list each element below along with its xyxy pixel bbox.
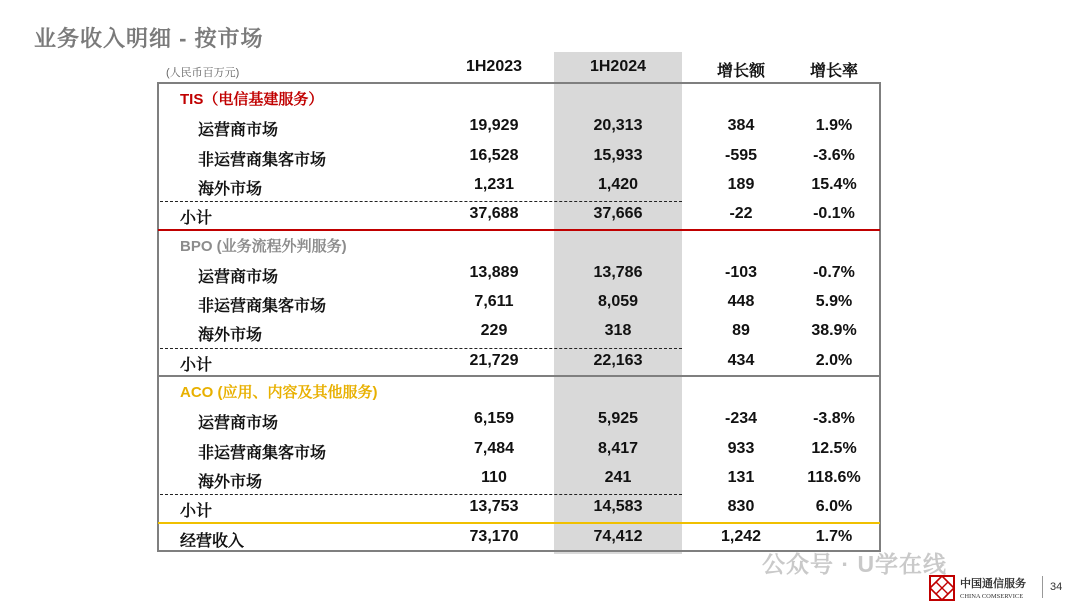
value-growth-rate: 12.5% [811, 439, 857, 457]
value-1h2023: 7,484 [473, 439, 515, 457]
value-1h2023: 7,611 [474, 293, 514, 311]
logo-cn-text: 中国通信服务 [960, 577, 1026, 590]
value-increase: 1,242 [720, 527, 762, 545]
value-1h2024: 318 [604, 322, 632, 340]
row-label: 小计 [180, 210, 213, 228]
table-row [0, 112, 1080, 141]
col-header-increase: 增长额 [716, 63, 765, 80]
table-row [0, 435, 1080, 464]
section-title: BPO (业务流程外判服务) [180, 237, 347, 255]
value-growth-rate: -0.7% [813, 263, 855, 281]
value-1h2024: 20,313 [593, 117, 643, 135]
value-growth-rate: 2.0% [815, 351, 853, 369]
value-1h2023: 1,231 [473, 175, 515, 193]
value-increase: 434 [727, 351, 755, 369]
watermark-text: 公众号 · U学在线 [762, 551, 948, 577]
value-increase: 933 [727, 439, 755, 457]
value-growth-rate: 118.6% [807, 468, 861, 486]
table-row [0, 259, 1080, 288]
value-increase: 189 [727, 175, 755, 193]
row-label: 小计 [180, 356, 213, 374]
row-label: 非运营商集客市场 [198, 151, 327, 169]
col-header-growth-rate: 增长率 [809, 63, 858, 80]
value-1h2023: 73,170 [469, 527, 519, 545]
value-1h2023: 16,528 [469, 146, 519, 164]
value-increase: -22 [729, 205, 753, 223]
value-1h2023: 13,889 [469, 263, 519, 281]
value-growth-rate: 5.9% [815, 293, 853, 311]
company-logo [928, 574, 1048, 607]
value-increase: 89 [732, 322, 750, 340]
subtotal-row [0, 493, 1080, 522]
row-label: 运营商市场 [198, 268, 279, 286]
logo-en-text: CHINA COMSERVICE [960, 593, 1024, 600]
value-growth-rate: 1.7% [815, 527, 853, 545]
value-1h2024: 15,933 [593, 146, 643, 164]
row-label: 小计 [180, 503, 213, 521]
value-growth-rate: -3.6% [813, 146, 855, 164]
col-header-1h2023: 1H2023 [465, 58, 523, 75]
page-number: 34 [1050, 581, 1063, 593]
table-row [0, 142, 1080, 171]
section-title: ACO (应用、内容及其他服务) [180, 384, 378, 401]
row-label: 运营商市场 [198, 415, 279, 433]
section-header [0, 230, 1080, 259]
table-row [0, 317, 1080, 346]
value-1h2023: 37,688 [469, 205, 519, 223]
value-increase: -234 [724, 410, 758, 428]
unit-label: (人民币百万元) [166, 67, 240, 79]
value-1h2023: 6,159 [473, 410, 515, 428]
value-1h2024: 8,417 [597, 439, 639, 457]
value-growth-rate: -3.8% [813, 410, 855, 428]
value-increase: 384 [727, 117, 755, 135]
value-1h2023: 229 [480, 322, 508, 340]
value-1h2023: 19,929 [469, 117, 519, 135]
section-header [0, 83, 1080, 112]
section-header [0, 376, 1080, 405]
value-growth-rate: 38.9% [811, 322, 857, 340]
subtotal-row [0, 200, 1080, 229]
subtotal-row [0, 347, 1080, 376]
value-growth-rate: 1.9% [815, 117, 853, 135]
value-1h2023: 21,729 [469, 351, 519, 369]
col-header-1h2024: 1H2024 [589, 58, 647, 75]
row-label: 海外市场 [198, 473, 263, 491]
table-row [0, 464, 1080, 493]
value-1h2024: 1,420 [597, 175, 639, 193]
value-1h2024: 22,163 [593, 351, 643, 369]
value-1h2023: 110 [481, 468, 507, 486]
logo-divider [1042, 576, 1043, 598]
value-increase: -103 [724, 263, 758, 281]
logo-emblem-icon [928, 574, 1048, 602]
value-growth-rate: -0.1% [813, 205, 855, 223]
value-1h2024: 5,925 [597, 410, 639, 428]
page-title: 业务收入明细 - 按市场 [34, 26, 264, 51]
value-increase: -595 [724, 146, 758, 164]
row-label: 非运营商集客市场 [198, 444, 327, 462]
value-1h2024: 241 [604, 468, 632, 486]
value-1h2024: 8,059 [597, 293, 639, 311]
row-label: 经营收入 [180, 532, 245, 550]
row-label: 运营商市场 [198, 122, 279, 140]
value-growth-rate: 15.4% [811, 175, 857, 193]
value-1h2023: 13,753 [469, 498, 519, 516]
value-1h2024: 14,583 [593, 498, 643, 516]
table-row [0, 171, 1080, 200]
value-1h2024: 74,412 [593, 527, 643, 545]
value-1h2024: 13,786 [593, 263, 643, 281]
value-growth-rate: 6.0% [815, 498, 853, 516]
row-label: 海外市场 [198, 180, 263, 198]
row-label: 非运营商集客市场 [198, 298, 327, 316]
value-increase: 830 [727, 498, 755, 516]
table-row [0, 288, 1080, 317]
value-1h2024: 37,666 [593, 205, 643, 223]
value-increase: 131 [727, 468, 755, 486]
table-row [0, 405, 1080, 434]
value-increase: 448 [727, 293, 755, 311]
row-label: 海外市场 [198, 327, 263, 345]
section-title: TIS（电信基建服务） [180, 91, 324, 108]
